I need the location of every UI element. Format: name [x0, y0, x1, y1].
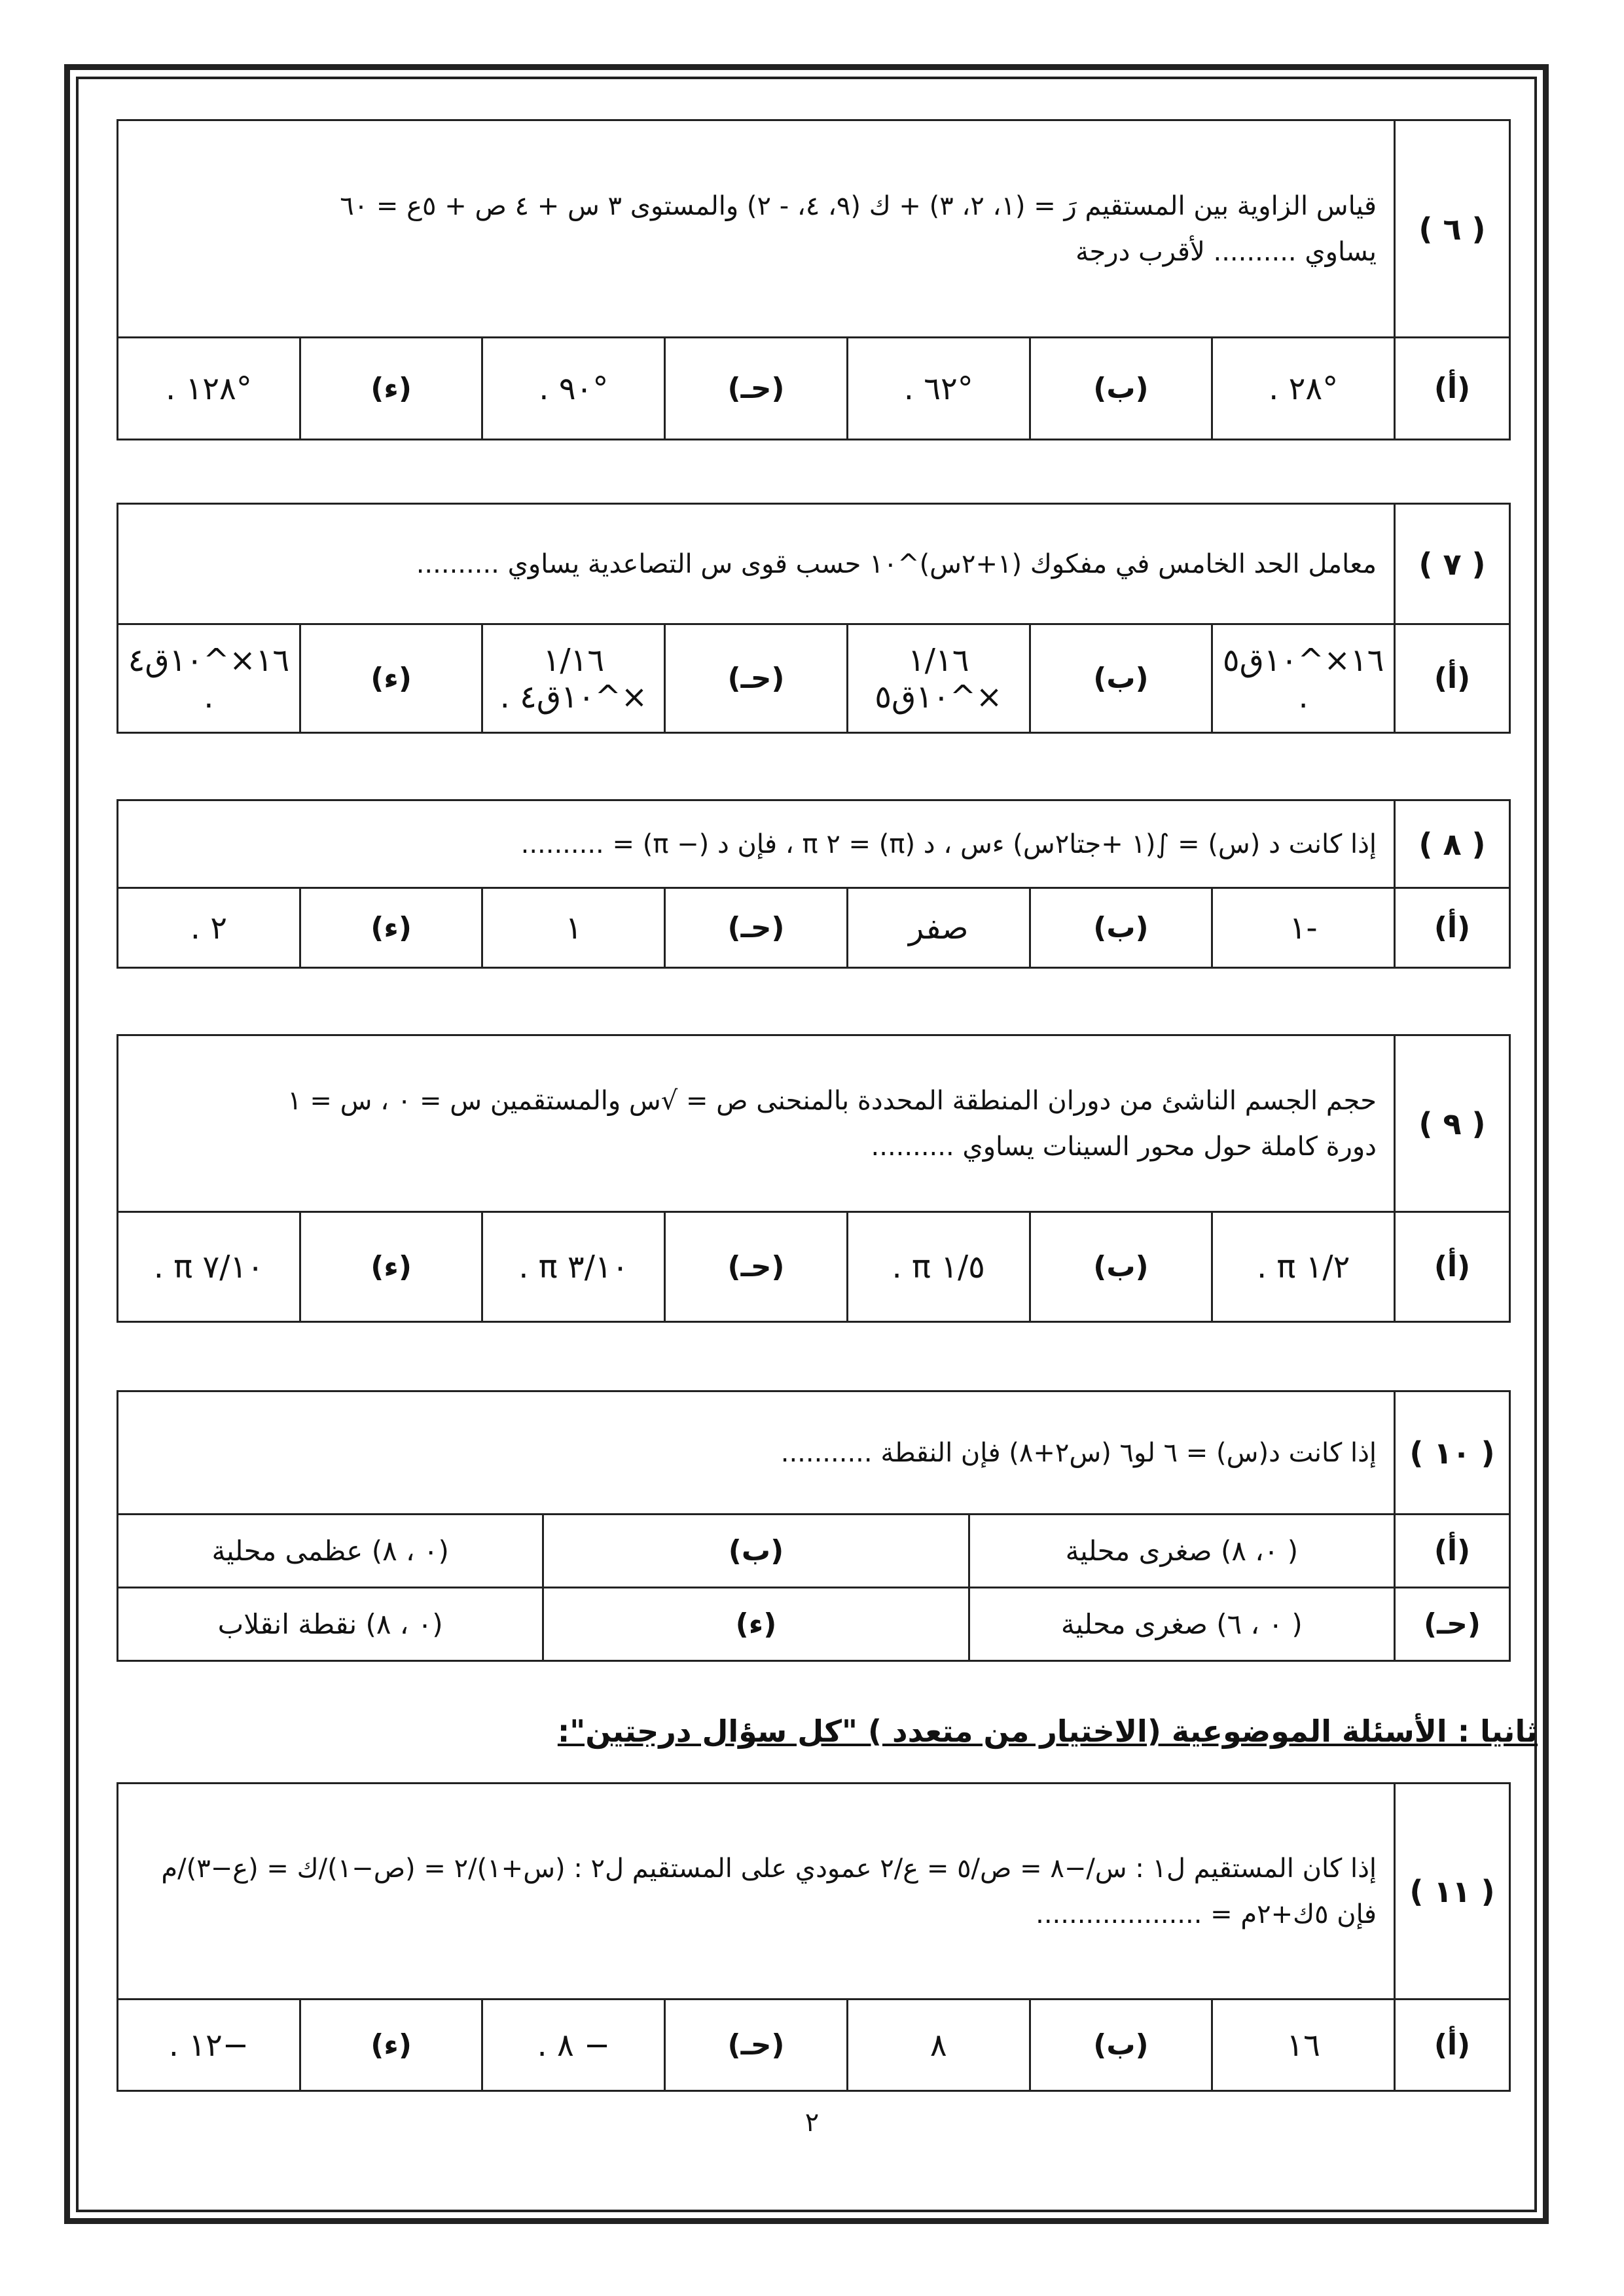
- option-letter-a: (أ): [1395, 338, 1510, 440]
- option-letter-d: (ء): [300, 338, 482, 440]
- stem-line: حجم الجسم الناشئ من دوران المنطقة المحددة بالمنحنى ص = √س والمستقمين س = ٠ ، س = ١: [287, 1085, 1377, 1116]
- option-b[interactable]: ١/١٦ ×^١٠ق٥: [847, 624, 1030, 733]
- question-number: ( ١١ ): [1395, 1784, 1510, 2000]
- option-letter-d: (ء): [300, 624, 482, 733]
- option-d[interactable]: ٧/١٠ π .: [118, 1212, 300, 1322]
- option-letter-d: (ء): [300, 888, 482, 968]
- question-9: [117, 1034, 1511, 1323]
- option-letter-d: (ء): [300, 1212, 482, 1322]
- stem-line: يساوي .......... لأقرب درجة: [1075, 236, 1377, 267]
- stem-line: إذا كانت د(س) = ٦ لو٦ (س٢+٨) فإن النقطة ...........: [780, 1437, 1377, 1468]
- option-letter-b: (ب): [1030, 1212, 1212, 1322]
- option-letter-c: (حـ): [1395, 1588, 1510, 1661]
- option-b[interactable]: ١/٥ π .: [847, 1212, 1030, 1322]
- option-b[interactable]: ٨: [847, 2000, 1030, 2091]
- stem-line: فإن ٥ك+٢م = ....................: [1036, 1899, 1377, 1929]
- option-c[interactable]: ( ٠ ، ٦) صغرى محلية: [969, 1588, 1394, 1661]
- question-stem: [118, 120, 1395, 338]
- question-10: [117, 1390, 1511, 1662]
- question-number: ( ٨ ): [1395, 800, 1510, 888]
- option-c[interactable]: ١/١٦ ×^١٠ق٤ .: [482, 624, 665, 733]
- option-c[interactable]: − ٨ .: [482, 2000, 665, 2091]
- option-letter-a: (أ): [1395, 888, 1510, 968]
- option-b[interactable]: (٠ ، ٨) عظمى محلية: [118, 1515, 543, 1588]
- option-a[interactable]: °٢٨ .: [1212, 338, 1395, 440]
- question-stem: [118, 504, 1395, 624]
- option-letter-a: (أ): [1395, 2000, 1510, 2091]
- option-letter-b: (ب): [1030, 2000, 1212, 2091]
- question-8: [117, 799, 1511, 969]
- question-number: ( ١٠ ): [1395, 1391, 1510, 1515]
- option-a[interactable]: ١٦×^١٠ق٥ .: [1212, 624, 1395, 733]
- option-d[interactable]: ٢ .: [118, 888, 300, 968]
- option-letter-c: (حـ): [665, 338, 848, 440]
- stem-line: دورة كاملة حول محور السينات يساوي ..........: [871, 1131, 1377, 1162]
- stem-line: قياس الزاوية بين المستقيم رَ = (١، ٢، ٣) + ك (٩، ٤، - ٢) والمستوى ٣ س + ٤ ص + ٥ع = ٦٠: [340, 190, 1377, 221]
- option-letter-d: (ء): [300, 2000, 482, 2091]
- question-stem: [118, 1391, 1395, 1515]
- page-number: ٢: [804, 2108, 820, 2138]
- option-a[interactable]: ( ٠، ٨) صغرى محلية: [969, 1515, 1394, 1588]
- question-number: ( ٦ ): [1395, 120, 1510, 338]
- option-letter-b: (ب): [543, 1515, 969, 1588]
- option-letter-b: (ب): [1030, 624, 1212, 733]
- option-letter-a: (أ): [1395, 624, 1510, 733]
- option-d[interactable]: °١٢٨ .: [118, 338, 300, 440]
- option-c[interactable]: ٣/١٠ π .: [482, 1212, 665, 1322]
- option-letter-c: (حـ): [665, 888, 848, 968]
- option-d[interactable]: −١٢ .: [118, 2000, 300, 2091]
- option-a[interactable]: ١٦: [1212, 2000, 1395, 2091]
- option-b[interactable]: صفر: [847, 888, 1030, 968]
- option-letter-a: (أ): [1395, 1212, 1510, 1322]
- question-11: [117, 1782, 1511, 2092]
- option-letter-c: (حـ): [665, 2000, 848, 2091]
- option-letter-d: (ء): [543, 1588, 969, 1661]
- question-6: [117, 119, 1511, 440]
- question-7: [117, 503, 1511, 734]
- option-d[interactable]: (٠ ، ٨) نقطة انقلاب: [118, 1588, 543, 1661]
- option-d[interactable]: ١٦×^١٠ق٤ .: [118, 624, 300, 733]
- option-c[interactable]: ١: [482, 888, 665, 968]
- question-number: ( ٩ ): [1395, 1035, 1510, 1212]
- option-a[interactable]: -١: [1212, 888, 1395, 968]
- option-letter-a: (أ): [1395, 1515, 1510, 1588]
- option-letter-b: (ب): [1030, 888, 1212, 968]
- option-a[interactable]: ١/٢ π .: [1212, 1212, 1395, 1322]
- stem-line: إذا كانت د (س) = ∫(١ +جتا٢س) ءس ، د (π) = ٢ π ، فإن د (− π) = ..........: [520, 829, 1377, 859]
- question-stem: [118, 1035, 1395, 1212]
- option-letter-c: (حـ): [665, 624, 848, 733]
- option-letter-c: (حـ): [665, 1212, 848, 1322]
- option-letter-b: (ب): [1030, 338, 1212, 440]
- question-stem: [118, 800, 1395, 888]
- question-stem: [118, 1784, 1395, 2000]
- stem-line: معامل الحد الخامس في مفكوك (١+٢س)^١٠ حسب قوى س التصاعدية يساوي ..........: [416, 548, 1377, 579]
- option-c[interactable]: °٩٠ .: [482, 338, 665, 440]
- option-b[interactable]: °٦٢ .: [847, 338, 1030, 440]
- question-number: ( ٧ ): [1395, 504, 1510, 624]
- stem-line: إذا كان المستقيم ل١ : س/−٨ = ص/٥ = ع/٢ عمودي على المستقيم ل٢ : (س+١)/٢ = (ص−١)/ك = (ع−٣)/م: [161, 1853, 1377, 1884]
- section-heading: ثانيا : الأسئلة الموضوعية (الاختيار من متعدد ) "كل سؤال درجتين":: [557, 1713, 1538, 1749]
